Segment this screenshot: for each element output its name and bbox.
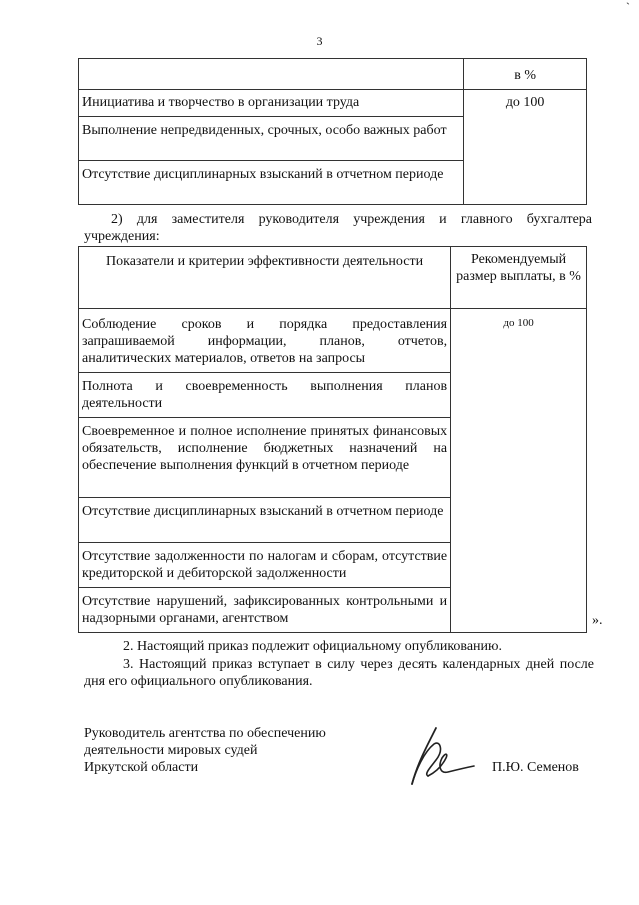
signatory-name: П.Ю. Семенов bbox=[492, 760, 579, 775]
table2-row: Отсутствие нарушений, зафиксированных контрольными и надзорными органами, агентством bbox=[79, 588, 451, 633]
closing-quote: ». bbox=[592, 613, 603, 628]
table2-row: Отсутствие дисциплинарных взысканий в отчетном периоде bbox=[79, 498, 451, 543]
handwritten-signature bbox=[402, 722, 478, 792]
table2-header-col1: Показатели и критерии эффективности деятельности bbox=[79, 247, 451, 309]
table1-header-empty bbox=[79, 59, 464, 90]
table2-row: Полнота и своевременность выполнения планов деятельности bbox=[79, 373, 451, 418]
table1-header-col2: в % bbox=[464, 59, 587, 90]
table2-value: до 100 bbox=[451, 309, 587, 633]
corner-mark: ` bbox=[626, 0, 630, 14]
table1-row: Выполнение непредвиденных, срочных, особо важных работ bbox=[79, 117, 464, 161]
criteria-table-1 bbox=[78, 58, 587, 205]
paragraph-3: 3. Настоящий приказ вступает в силу через десять календарных дней после дня его официального опубликования. bbox=[84, 657, 594, 689]
table1-row: Инициатива и творчество в организации труда bbox=[79, 90, 464, 117]
table1-value: до 100 bbox=[464, 90, 587, 205]
signatory-position-line-1: Руководитель агентства по обеспечению bbox=[84, 726, 326, 741]
table1-row: Отсутствие дисциплинарных взысканий в отчетном периоде bbox=[79, 161, 464, 205]
table2-header-col2: Рекомендуемый размер выплаты, в % bbox=[451, 247, 587, 309]
paragraph-2: 2. Настоящий приказ подлежит официальному опубликованию. bbox=[123, 639, 502, 654]
signatory-position-line-3: Иркутской области bbox=[84, 760, 199, 775]
table2-row: Соблюдение сроков и порядка предоставления запрашиваемой информации, планов, отчетов, аналитических материалов, ответов на запросы bbox=[79, 309, 451, 373]
table2-row: Своевременное и полное исполнение принятых финансовых обязательств, исполнение бюджетных назначений на обеспечение выполнения функций в отчетном периоде bbox=[79, 418, 451, 498]
intro-paragraph: 2) для заместителя руководителя учреждения и главного бухгалтера учреждения: bbox=[84, 212, 592, 244]
table2-row: Отсутствие задолженности по налогам и сборам, отсутствие кредиторской и дебиторской задолженности bbox=[79, 543, 451, 588]
criteria-table-2 bbox=[78, 246, 587, 633]
page-number: 3 bbox=[316, 34, 323, 48]
signatory-position-line-2: деятельности мировых судей bbox=[84, 743, 258, 758]
